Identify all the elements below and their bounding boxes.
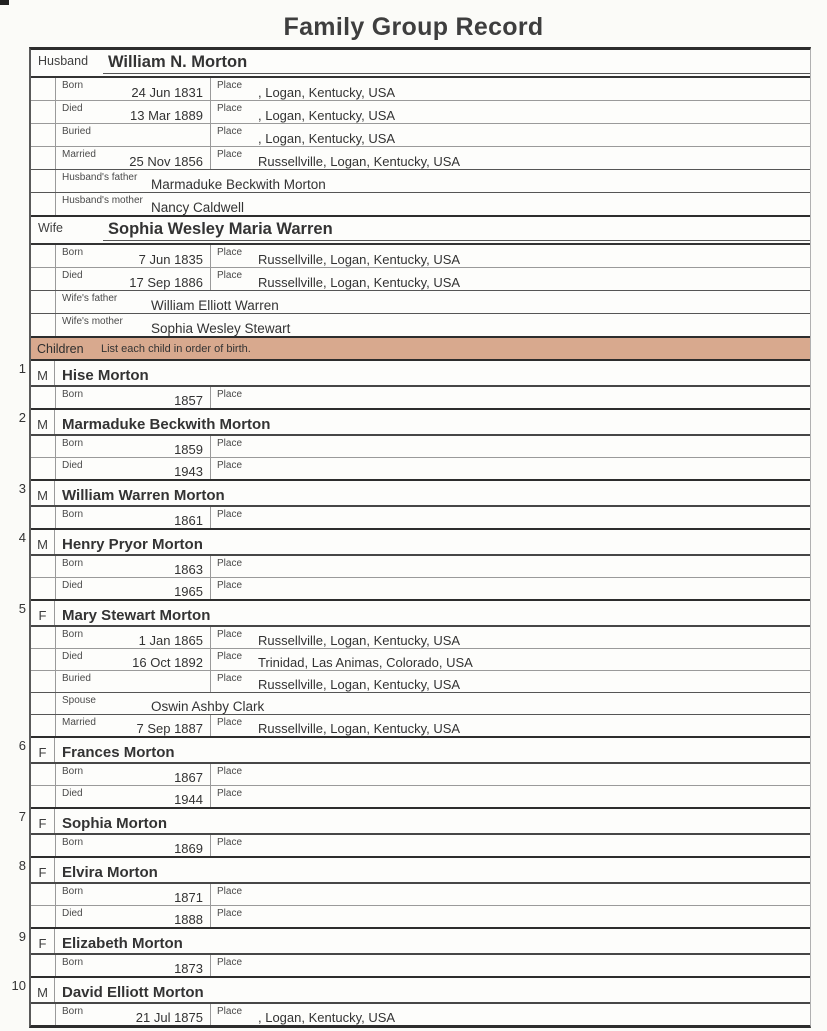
row-indent-cell: [31, 245, 56, 267]
children-banner: [31, 338, 810, 361]
place-field: [211, 458, 810, 479]
child-number: 7: [18, 809, 26, 824]
date-field: [56, 764, 211, 785]
place-field: [211, 578, 810, 599]
field-value: 13 Mar 1889: [130, 108, 203, 123]
place-label: Place: [217, 80, 243, 91]
field-label: Born: [62, 389, 84, 400]
field-value: Nancy Caldwell: [151, 200, 245, 215]
child-block: [18, 410, 810, 481]
row-indent-cell: [31, 387, 56, 408]
row-indent-cell: [31, 147, 56, 169]
detail-row: [31, 387, 810, 408]
child-name: Sophia Morton: [62, 815, 167, 832]
child-number: 4: [18, 530, 26, 545]
row-indent-cell: [31, 906, 56, 927]
children-list: [11, 361, 810, 1025]
date-field: [56, 955, 211, 976]
child-block: [18, 809, 810, 858]
child-name-row: [31, 738, 810, 764]
place-label: Place: [217, 126, 243, 137]
place-label: Place: [217, 1006, 243, 1017]
place-field: [211, 387, 810, 408]
child-number: 8: [18, 858, 26, 873]
field-value: 7 Sep 1887: [136, 721, 203, 736]
date-field: [56, 649, 211, 670]
field-value: 1965: [174, 584, 203, 599]
row-indent-cell: [31, 1004, 56, 1025]
child-name: Marmaduke Beckwith Morton: [62, 416, 271, 433]
row-indent-cell: [31, 268, 56, 290]
field-label: Born: [62, 957, 84, 968]
row-indent-cell: [31, 884, 56, 905]
child-number: 1: [18, 361, 26, 376]
detail-row: [31, 507, 810, 528]
field-label: Died: [62, 788, 83, 799]
detail-row: [31, 458, 810, 479]
child-name-cell: [55, 858, 810, 882]
wide-field: [56, 314, 810, 336]
place-field: [211, 627, 810, 648]
child-sex: M: [31, 361, 55, 385]
detail-row: [31, 556, 810, 578]
detail-row: [31, 268, 810, 291]
child-name-row: [31, 361, 810, 387]
field-value: 1943: [174, 464, 203, 479]
children-banner-note: List each child in order of birth.: [101, 343, 251, 355]
child-name-cell: [55, 410, 810, 434]
child-name-cell: [55, 530, 810, 554]
detail-row: [31, 1004, 810, 1025]
child-name-cell: [55, 361, 810, 385]
field-label: Died: [62, 460, 83, 471]
place-value: , Logan, Kentucky, USA: [258, 131, 396, 146]
child-name: Mary Stewart Morton: [62, 607, 211, 624]
detail-row: [31, 693, 810, 715]
detail-row: [31, 671, 810, 693]
field-label: Born: [62, 247, 84, 258]
field-label: Husband's father: [62, 172, 138, 183]
date-field: [56, 786, 211, 807]
child-name-row: [31, 410, 810, 436]
child-name-row: [31, 929, 810, 955]
date-field: [56, 906, 211, 927]
field-value: Sophia Wesley Stewart: [151, 321, 291, 336]
field-value: 16 Oct 1892: [132, 655, 203, 670]
date-field: [56, 835, 211, 856]
row-indent-cell: [31, 314, 56, 336]
date-field: [56, 268, 211, 290]
detail-row: [31, 193, 810, 215]
detail-row: [31, 649, 810, 671]
place-label: Place: [217, 438, 243, 449]
field-value: 24 Jun 1831: [131, 85, 203, 100]
place-label: Place: [217, 389, 243, 400]
field-label: Died: [62, 270, 83, 281]
field-value: 25 Nov 1856: [129, 154, 203, 169]
child-name-cell: [55, 978, 810, 1002]
detail-row: [31, 955, 810, 976]
child-name: Elizabeth Morton: [62, 935, 183, 952]
row-indent-cell: [31, 693, 56, 714]
child-block: [18, 601, 810, 738]
place-label: Place: [217, 717, 243, 728]
place-field: [211, 764, 810, 785]
place-label: Place: [217, 247, 243, 258]
child-number: 3: [18, 481, 26, 496]
child-name: David Elliott Morton: [62, 984, 204, 1001]
scan-artifact: [0, 0, 9, 5]
place-field: [211, 268, 810, 290]
place-label: Place: [217, 908, 243, 919]
child-name-cell: [55, 601, 810, 625]
date-field: [56, 715, 211, 736]
row-indent-cell: [31, 578, 56, 599]
field-label: Born: [62, 837, 84, 848]
child-name-cell: [55, 738, 810, 762]
field-value: Oswin Ashby Clark: [151, 699, 265, 714]
place-value: , Logan, Kentucky, USA: [258, 1010, 396, 1025]
field-label: Wife's father: [62, 293, 118, 304]
detail-row: [31, 764, 810, 786]
place-label: Place: [217, 460, 243, 471]
date-field: [56, 671, 211, 692]
field-value: 1 Jan 1865: [138, 633, 203, 648]
place-label: Place: [217, 558, 243, 569]
detail-row: [31, 314, 810, 336]
date-field: [56, 387, 211, 408]
row-indent-cell: [31, 291, 56, 313]
place-label: Place: [217, 673, 243, 684]
field-label: Born: [62, 438, 84, 449]
page-title: Family Group Record: [283, 13, 544, 41]
detail-row: [31, 786, 810, 807]
field-label: Died: [62, 103, 83, 114]
detail-row: [31, 578, 810, 599]
place-label: Place: [217, 270, 243, 281]
place-field: [211, 436, 810, 457]
place-field: [211, 835, 810, 856]
place-field: [211, 147, 810, 169]
child-sex: M: [31, 481, 55, 505]
place-value: Russellville, Logan, Kentucky, USA: [258, 721, 461, 736]
place-field: [211, 1004, 810, 1025]
detail-row: [31, 170, 810, 193]
place-field: [211, 101, 810, 123]
place-field: [211, 715, 810, 736]
field-label: Born: [62, 886, 84, 897]
field-label: Born: [62, 629, 84, 640]
detail-row: [31, 124, 810, 147]
row-indent-cell: [31, 556, 56, 577]
field-label: Died: [62, 580, 83, 591]
row-indent-cell: [31, 671, 56, 692]
field-value: 1859: [174, 442, 203, 457]
wide-field: [56, 291, 810, 313]
place-label: Place: [217, 580, 243, 591]
field-label: Spouse: [62, 695, 96, 706]
detail-row: [31, 906, 810, 927]
child-block: [11, 978, 810, 1025]
husband-name-row: [31, 50, 810, 78]
date-field: [56, 884, 211, 905]
field-label: Died: [62, 651, 83, 662]
field-value: 1867: [174, 770, 203, 785]
detail-row: [31, 436, 810, 458]
field-value: 1861: [174, 513, 203, 528]
date-field: [56, 1004, 211, 1025]
field-label: Buried: [62, 126, 91, 137]
field-value: 21 Jul 1875: [135, 1010, 203, 1025]
wife-section: [31, 217, 810, 338]
child-sex: F: [31, 929, 55, 953]
husband-section-label: Husband: [38, 54, 89, 68]
wife-name: Sophia Wesley Maria Warren: [103, 220, 810, 241]
child-name-row: [31, 858, 810, 884]
child-number: 6: [18, 738, 26, 753]
row-indent-cell: [31, 786, 56, 807]
row-indent-cell: [31, 649, 56, 670]
child-sex: M: [31, 978, 55, 1002]
place-field: [211, 556, 810, 577]
row-indent-cell: [31, 764, 56, 785]
date-field: [56, 101, 211, 123]
place-value: Russellville, Logan, Kentucky, USA: [258, 252, 461, 267]
date-field: [56, 556, 211, 577]
row-indent-cell: [31, 458, 56, 479]
child-name: William Warren Morton: [62, 487, 225, 504]
field-value: 17 Sep 1886: [129, 275, 203, 290]
place-label: Place: [217, 837, 243, 848]
field-label: Married: [62, 717, 96, 728]
child-name-cell: [55, 809, 810, 833]
wide-field: [56, 693, 810, 714]
child-block: [18, 929, 810, 978]
field-value: 1888: [174, 912, 203, 927]
child-name: Henry Pryor Morton: [62, 536, 203, 553]
field-value: 7 Jun 1835: [138, 252, 203, 267]
child-sex: M: [31, 410, 55, 434]
child-block: [18, 481, 810, 530]
detail-row: [31, 627, 810, 649]
field-label: Married: [62, 149, 96, 160]
child-name: Elvira Morton: [62, 864, 158, 881]
husband-section: [31, 50, 810, 217]
detail-row: [31, 147, 810, 170]
field-value: 1871: [174, 890, 203, 905]
field-label: Born: [62, 80, 84, 91]
date-field: [56, 436, 211, 457]
place-label: Place: [217, 886, 243, 897]
detail-row: [31, 291, 810, 314]
child-block: [18, 858, 810, 929]
children-banner-label: Children: [37, 342, 84, 356]
place-field: [211, 245, 810, 267]
date-field: [56, 507, 211, 528]
date-field: [56, 124, 211, 146]
child-number: 5: [18, 601, 26, 616]
place-field: [211, 124, 810, 146]
place-value: Russellville, Logan, Kentucky, USA: [258, 275, 461, 290]
detail-row: [31, 884, 810, 906]
field-label: Born: [62, 1006, 84, 1017]
place-value: Trinidad, Las Animas, Colorado, USA: [258, 655, 473, 670]
husband-name: William N. Morton: [103, 53, 810, 74]
child-name-row: [31, 978, 810, 1004]
wife-section-label: Wife: [38, 221, 63, 235]
child-sex: F: [31, 601, 55, 625]
field-label: Born: [62, 509, 84, 520]
row-indent-cell: [31, 507, 56, 528]
place-field: [211, 906, 810, 927]
child-number: 2: [18, 410, 26, 425]
place-label: Place: [217, 651, 243, 662]
place-value: Russellville, Logan, Kentucky, USA: [258, 154, 461, 169]
place-label: Place: [217, 629, 243, 640]
field-value: William Elliott Warren: [151, 298, 279, 313]
field-label: Husband's mother: [62, 195, 143, 206]
date-field: [56, 458, 211, 479]
date-field: [56, 627, 211, 648]
place-label: Place: [217, 788, 243, 799]
place-field: [211, 507, 810, 528]
wide-field: [56, 170, 810, 192]
child-name-row: [31, 530, 810, 556]
row-indent-cell: [31, 955, 56, 976]
child-number: 10: [11, 978, 26, 993]
child-block: [18, 738, 810, 809]
row-indent-cell: [31, 715, 56, 736]
place-value: Russellville, Logan, Kentucky, USA: [258, 677, 461, 692]
child-sex: F: [31, 858, 55, 882]
child-name-row: [31, 481, 810, 507]
field-value: 1869: [174, 841, 203, 856]
wide-field: [56, 193, 810, 215]
place-label: Place: [217, 149, 243, 160]
field-value: 1863: [174, 562, 203, 577]
row-indent-cell: [31, 101, 56, 123]
child-block: [18, 361, 810, 410]
child-name: Hise Morton: [62, 367, 149, 384]
field-label: Born: [62, 766, 84, 777]
place-label: Place: [217, 957, 243, 968]
field-value: 1857: [174, 393, 203, 408]
field-value: Marmaduke Beckwith Morton: [151, 177, 326, 192]
detail-row: [31, 101, 810, 124]
child-number: 9: [18, 929, 26, 944]
date-field: [56, 245, 211, 267]
place-value: Russellville, Logan, Kentucky, USA: [258, 633, 461, 648]
place-field: [211, 884, 810, 905]
field-label: Wife's mother: [62, 316, 123, 327]
detail-row: [31, 245, 810, 268]
wife-name-row: [31, 217, 810, 245]
date-field: [56, 147, 211, 169]
field-value: 1944: [174, 792, 203, 807]
detail-row: [31, 78, 810, 101]
field-label: Died: [62, 908, 83, 919]
child-block: [18, 530, 810, 601]
row-indent-cell: [31, 835, 56, 856]
detail-row: [31, 835, 810, 856]
detail-row: [31, 715, 810, 736]
field-label: Born: [62, 558, 84, 569]
family-group-form: [11, 47, 811, 1028]
child-sex: F: [31, 738, 55, 762]
row-indent-cell: [31, 170, 56, 192]
place-label: Place: [217, 766, 243, 777]
row-indent-cell: [31, 78, 56, 100]
row-indent-cell: [31, 627, 56, 648]
place-field: [211, 786, 810, 807]
place-value: , Logan, Kentucky, USA: [258, 85, 396, 100]
place-value: , Logan, Kentucky, USA: [258, 108, 396, 123]
child-name-row: [31, 809, 810, 835]
child-name-cell: [55, 929, 810, 953]
place-label: Place: [217, 509, 243, 520]
row-indent-cell: [31, 193, 56, 215]
row-indent-cell: [31, 124, 56, 146]
child-name-cell: [55, 481, 810, 505]
date-field: [56, 578, 211, 599]
child-sex: F: [31, 809, 55, 833]
child-sex: M: [31, 530, 55, 554]
place-field: [211, 78, 810, 100]
place-field: [211, 955, 810, 976]
place-field: [211, 671, 810, 692]
place-field: [211, 649, 810, 670]
place-label: Place: [217, 103, 243, 114]
date-field: [56, 78, 211, 100]
child-name: Frances Morton: [62, 744, 175, 761]
field-value: 1873: [174, 961, 203, 976]
row-indent-cell: [31, 436, 56, 457]
field-label: Buried: [62, 673, 91, 684]
child-name-row: [31, 601, 810, 627]
